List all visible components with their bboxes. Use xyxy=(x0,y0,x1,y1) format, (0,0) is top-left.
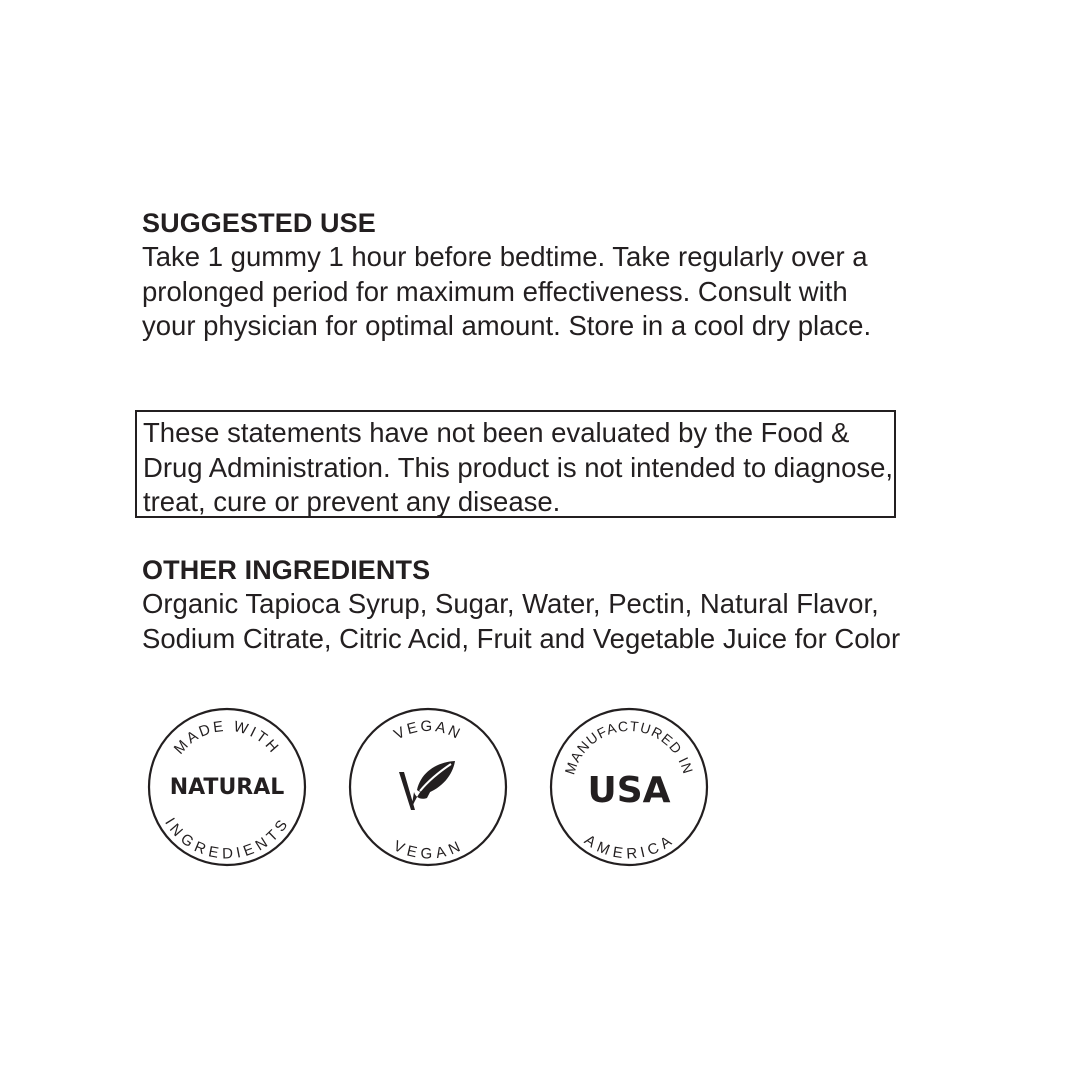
natural-ingredients-badge xyxy=(146,706,308,868)
natural-center-text: NATURAL xyxy=(169,775,285,800)
suggested-use-heading: SUGGESTED USE xyxy=(142,208,376,238)
certification-badges xyxy=(146,706,716,868)
usa-center-text: USA xyxy=(587,770,671,811)
other-ingredients-line-2: Sodium Citrate, Citric Acid, Fruit and Vegetable Juice for Color xyxy=(142,622,901,654)
vegan-badge xyxy=(347,706,509,868)
natural-bottom-arc-text: INGREDIENTS xyxy=(161,815,293,863)
fda-disclaimer-box xyxy=(135,410,896,518)
suggested-use-text: Take 1 gummy 1 hour before bedtime. Take regularly over a prolonged period for maximum effectiveness. Consult with your physician for optimal amount. Store in a cool dry place. xyxy=(142,241,872,341)
fda-disclaimer-text: These statements have not been evaluated by the Food & Drug Administration. This product is not intended to diagnose, treat, cure or prevent any disease. xyxy=(143,417,894,517)
natural-top-arc-text: MADE WITH xyxy=(170,717,284,758)
other-ingredients-section xyxy=(142,553,1042,656)
usa-bottom-arc-text: AMERICA xyxy=(581,831,677,863)
other-ingredients-heading: OTHER INGREDIENTS xyxy=(142,555,431,585)
other-ingredients-line-1: Organic Tapioca Syrup, Sugar, Water, Pectin, Natural Flavor, xyxy=(142,588,879,619)
vegan-top-arc-text: VEGAN xyxy=(391,717,465,744)
vegan-bottom-arc-text: VEGAN xyxy=(390,837,466,863)
suggested-use-section xyxy=(142,206,1042,344)
manufactured-in-usa-badge xyxy=(548,706,710,868)
usa-top-arc-text: MANUFACTURED IN xyxy=(561,717,697,777)
leaf-check-icon xyxy=(399,761,455,810)
